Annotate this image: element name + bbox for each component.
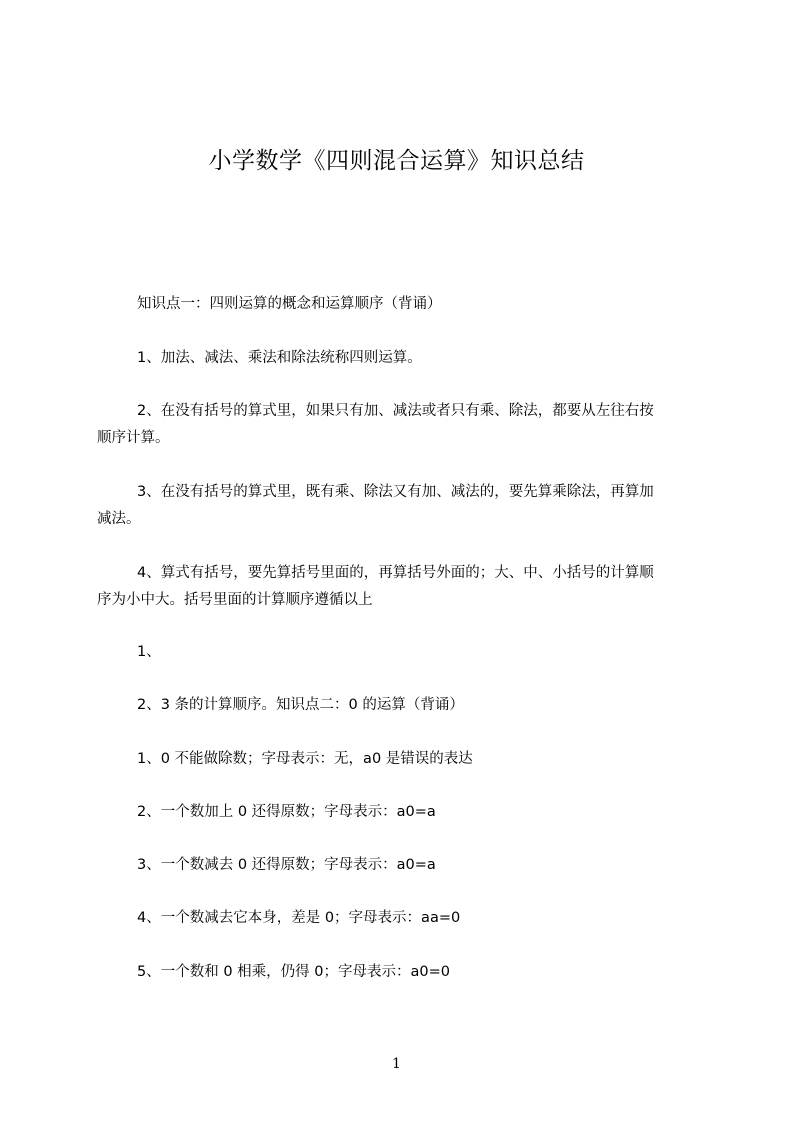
paragraph-line: 2、一个数加上 0 还得原数；字母表示：a0=a (137, 804, 436, 820)
paragraph-line: 2、3 条的计算顺序。知识点二：0 的运算（背诵） (137, 697, 464, 713)
paragraph-line: 顺序计算。 (97, 430, 170, 446)
paragraph-line: 2、在没有括号的算式里，如果只有加、减法或者只有乘、除法，都要从左往右按 (137, 403, 654, 419)
paragraph-line: 4、算式有括号，要先算括号里面的，再算括号外面的；大、中、小括号的计算顺 (137, 565, 654, 581)
document-title: 小学数学《四则混合运算》知识总结 (208, 148, 585, 174)
page-number: 1 (392, 1056, 401, 1072)
section-heading-1: 知识点一：四则运算的概念和运算顺序（背诵） (137, 296, 442, 312)
paragraph-line: 序为小中大。括号里面的计算顺序遵循以上 (97, 592, 373, 608)
paragraph-line: 1、 (137, 644, 161, 660)
paragraph-line: 3、一个数减去 0 还得原数；字母表示：a0=a (137, 857, 436, 873)
paragraph-line: 3、在没有括号的算式里，既有乘、除法又有加、减法的，要先算乘除法，再算加 (137, 484, 654, 500)
paragraph-line: 1、0 不能做除数；字母表示：无，a0 是错误的表达 (137, 751, 473, 767)
paragraph-line: 4、一个数减去它本身，差是 0；字母表示：aa=0 (137, 910, 461, 926)
paragraph-line: 1、加法、减法、乘法和除法统称四则运算。 (137, 350, 422, 366)
paragraph-line: 5、一个数和 0 相乘，仍得 0；字母表示：a0=0 (137, 964, 450, 980)
paragraph-line: 减法。 (97, 511, 141, 527)
